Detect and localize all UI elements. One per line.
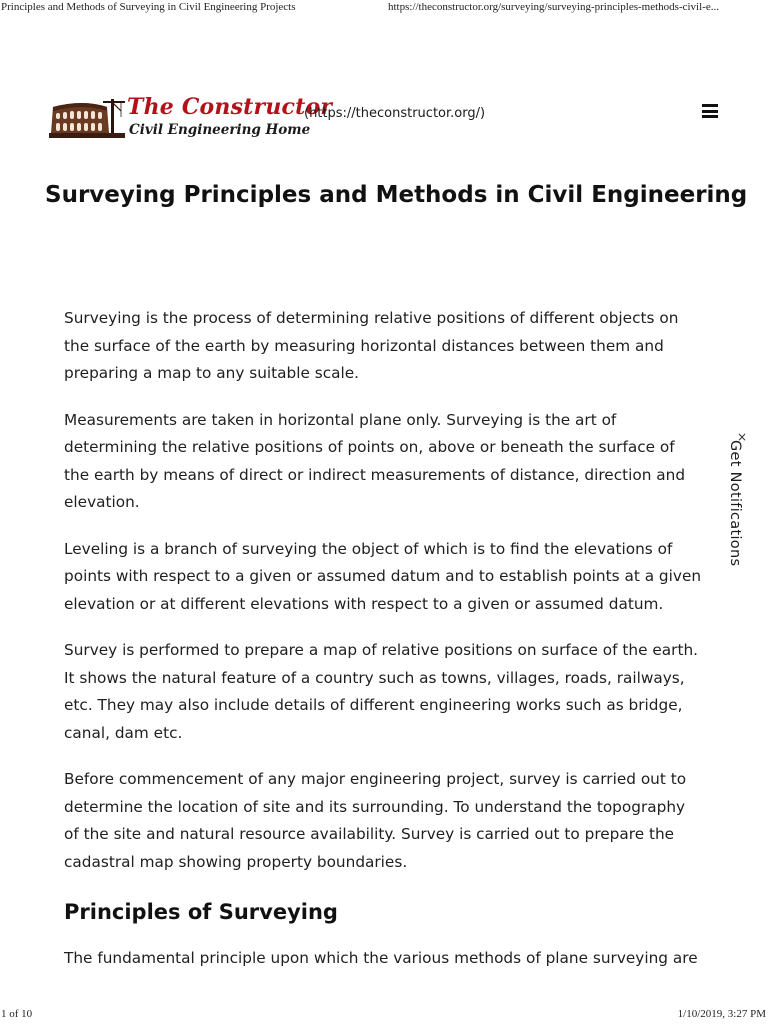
section-intro: The fundamental principle upon which the various methods of plane surveying are — [64, 949, 698, 967]
menu-bar — [702, 110, 718, 113]
site-header — [44, 88, 718, 146]
print-page-url: https://theconstructor.org/surveying/surveying-principles-methods-civil-e... — [388, 1, 719, 13]
home-link[interactable]: (https://theconstructor.org/) — [304, 106, 486, 121]
logo-subtitle: Civil Engineering Home — [129, 122, 311, 138]
site-logo[interactable] — [47, 93, 333, 145]
print-page-title: Principles and Methods of Surveying in Civil Engineering Projects — [1, 1, 296, 13]
article-paragraph: Measurements are taken in horizontal plane only. Surveying is the art of determining the relative positions of points on, above or beneath the surface of the earth by means of direct or indirect measurements of distance, direction and elevation. — [64, 410, 686, 511]
print-page-number: 1 of 10 — [1, 1008, 33, 1020]
article-paragraph: Before commencement of any major engineering project, survey is carried out to determine the location of site and its surrounding. To understand the topography of the site and natural resource availability. Survey is carried out to prepare the cadastral map showing property boundaries. — [64, 770, 687, 871]
colosseum-logo-icon — [47, 93, 127, 143]
print-footer — [0, 1008, 768, 1024]
article-paragraph: Leveling is a branch of surveying the object of which is to find the elevations of points with respect to a given or assumed datum and to establish points at a given elevation or at different elevations with respect to a given or assumed datum. — [64, 539, 702, 613]
logo-title: The Constructor — [127, 94, 333, 120]
article-paragraph: Surveying is the process of determining relative positions of different objects on the surface of the earth by measuring horizontal distances between them and preparing a map to any suitable scale. — [64, 309, 679, 382]
hamburger-menu-icon[interactable] — [702, 104, 718, 122]
article-paragraph: Survey is performed to prepare a map of relative positions on surface of the earth. It shows the natural feature of a country such as towns, villages, roads, railways, etc. They may also include details of different engineering works such as bridge, canal, dam etc. — [64, 641, 699, 742]
menu-bar — [702, 115, 718, 118]
get-notifications-tab[interactable] — [719, 440, 747, 580]
article-title: Surveying Principles and Methods in Civil Engineering — [45, 182, 748, 208]
article-body — [64, 305, 704, 992]
print-header — [0, 0, 768, 16]
close-icon[interactable]: × — [737, 430, 748, 444]
menu-bar — [702, 104, 718, 107]
get-notifications-label: Get Notifications — [727, 440, 743, 567]
print-datetime: 1/10/2019, 3:27 PM — [677, 1008, 766, 1020]
section-heading: Principles of Surveying — [64, 900, 338, 924]
